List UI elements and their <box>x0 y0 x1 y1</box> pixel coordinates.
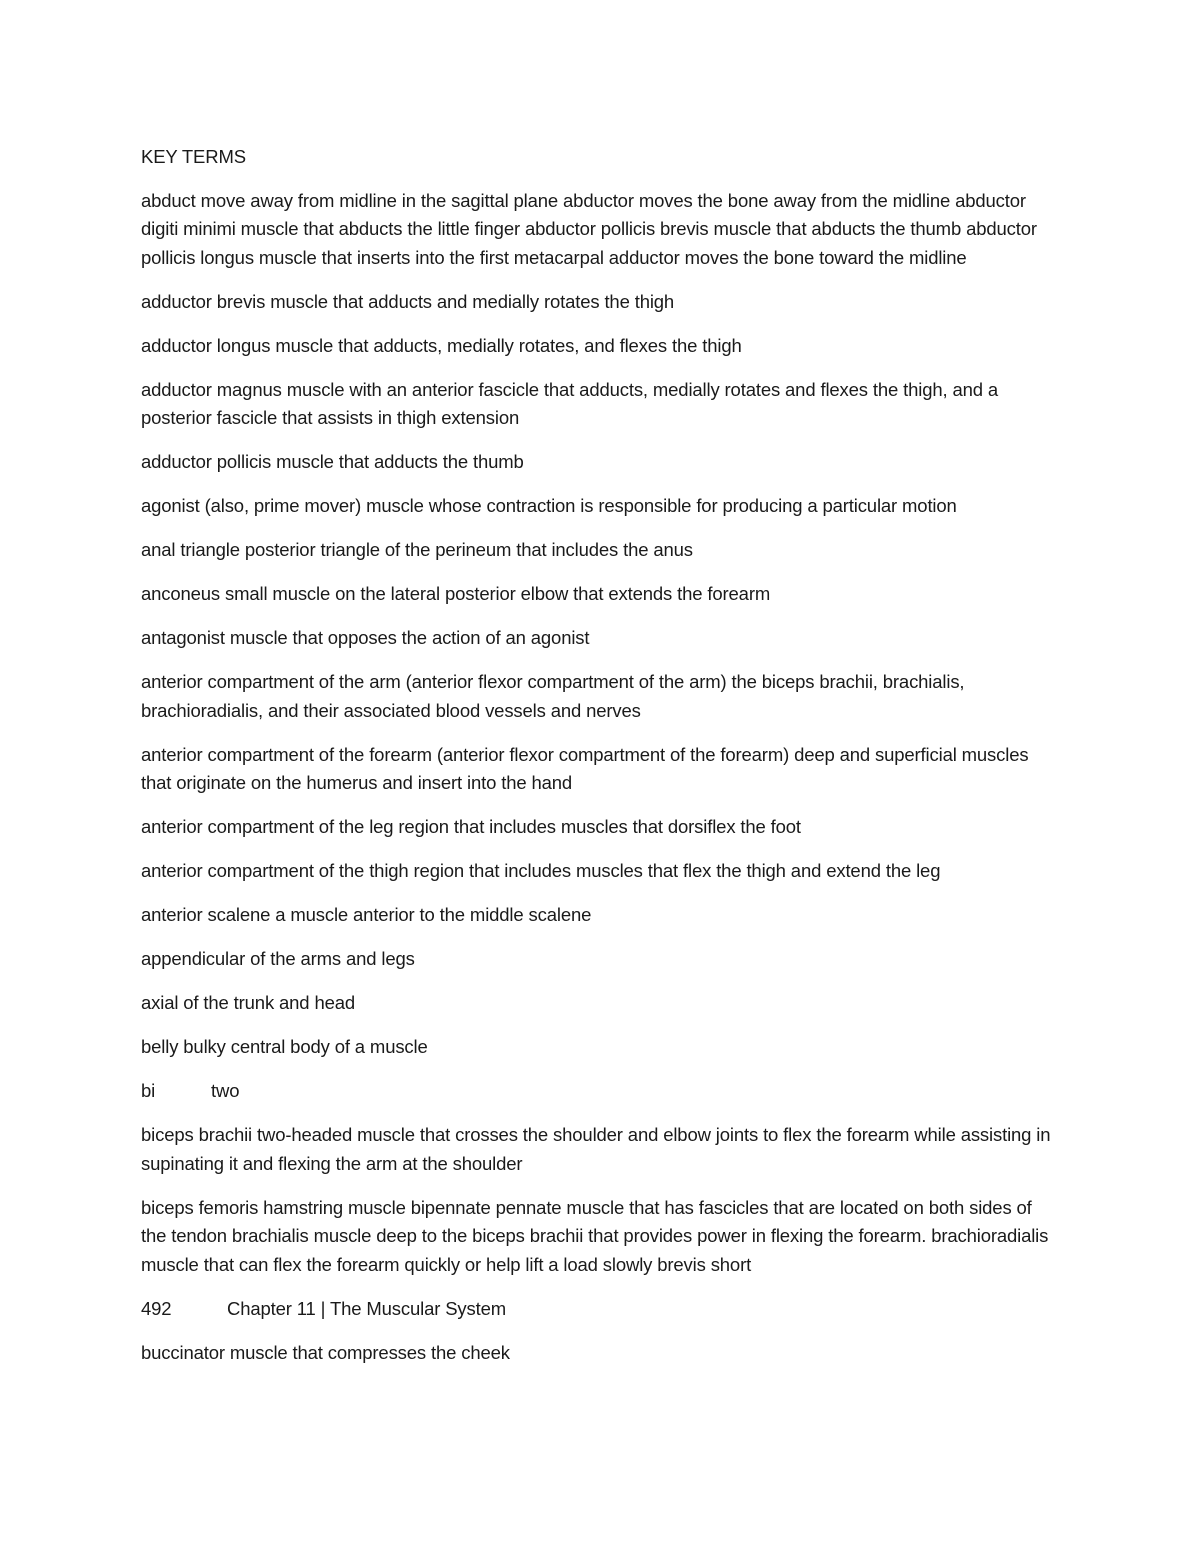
glossary-paragraph: axial of the trunk and head <box>141 992 355 1014</box>
page-number: 492 <box>141 1298 172 1320</box>
document-body <box>141 143 1061 1383</box>
glossary-paragraph: belly bulky central body of a muscle <box>141 1036 428 1058</box>
section-heading: KEY TERMS <box>141 146 246 167</box>
glossary-paragraph: anterior compartment of the thigh region that includes muscles that flex the thigh and extend the leg <box>141 860 941 882</box>
glossary-paragraph: anterior compartment of the leg region that includes muscles that dorsiflex the foot <box>141 816 801 838</box>
glossary-paragraph: anconeus small muscle on the lateral posterior elbow that extends the forearm <box>141 583 771 605</box>
glossary-paragraph: anterior compartment of the arm (anterior flexor compartment of the arm) the biceps brachii, brachialis, brachioradialis, and their associated blood vessels and nerves <box>141 671 965 721</box>
page-footer <box>141 1295 1061 1324</box>
glossary-tab-entry <box>141 1077 1061 1106</box>
glossary-paragraph: anterior scalene a muscle anterior to the middle scalene <box>141 904 592 926</box>
chapter-title: Chapter 11 | The Muscular System <box>227 1298 506 1320</box>
glossary-paragraph: biceps brachii two-headed muscle that crosses the shoulder and elbow joints to flex the forearm while assisting in supinating it and flexing the arm at the shoulder <box>141 1124 1051 1174</box>
glossary-paragraph: anal triangle posterior triangle of the perineum that includes the anus <box>141 539 693 561</box>
glossary-paragraph: adductor pollicis muscle that adducts the thumb <box>141 451 524 473</box>
glossary-paragraph: adductor magnus muscle with an anterior fascicle that adducts, medially rotates and flexes the thigh, and a posterior fascicle that assists in thigh extension <box>141 378 999 429</box>
glossary-paragraph: agonist (also, prime mover) muscle whose contraction is responsible for producing a particular motion <box>141 495 957 517</box>
glossary-paragraph: adductor brevis muscle that adducts and medially rotates the thigh <box>141 290 675 312</box>
glossary-paragraph: biceps femoris hamstring muscle bipennate pennate muscle that has fascicles that are located on both sides of the tendon brachialis muscle deep to the biceps brachii that provides power in flexing the forearm. brachioradialis muscle that can flex the forearm quickly or help lift a load slowly brevis short <box>141 1196 1049 1276</box>
glossary-definition: two <box>211 1080 240 1102</box>
glossary-paragraph: adductor longus muscle that adducts, medially rotates, and flexes the thigh <box>141 334 742 356</box>
glossary-paragraph: appendicular of the arms and legs <box>141 948 415 970</box>
glossary-term: bi <box>141 1080 156 1102</box>
glossary-paragraph: abduct move away from midline in the sagittal plane abductor moves the bone away from the midline abductor digiti minimi muscle that abducts the little finger abductor pollicis brevis muscle that abducts the thumb abductor pollicis longus muscle that inserts into the first metacarpal adductor moves the bone toward the midline <box>141 189 1037 268</box>
glossary-paragraph: antagonist muscle that opposes the action of an agonist <box>141 627 590 649</box>
glossary-paragraph: buccinator muscle that compresses the cheek <box>141 1342 510 1364</box>
glossary-paragraph: anterior compartment of the forearm (anterior flexor compartment of the forearm) deep and superficial muscles that originate on the humerus and insert into the hand <box>141 743 1029 794</box>
